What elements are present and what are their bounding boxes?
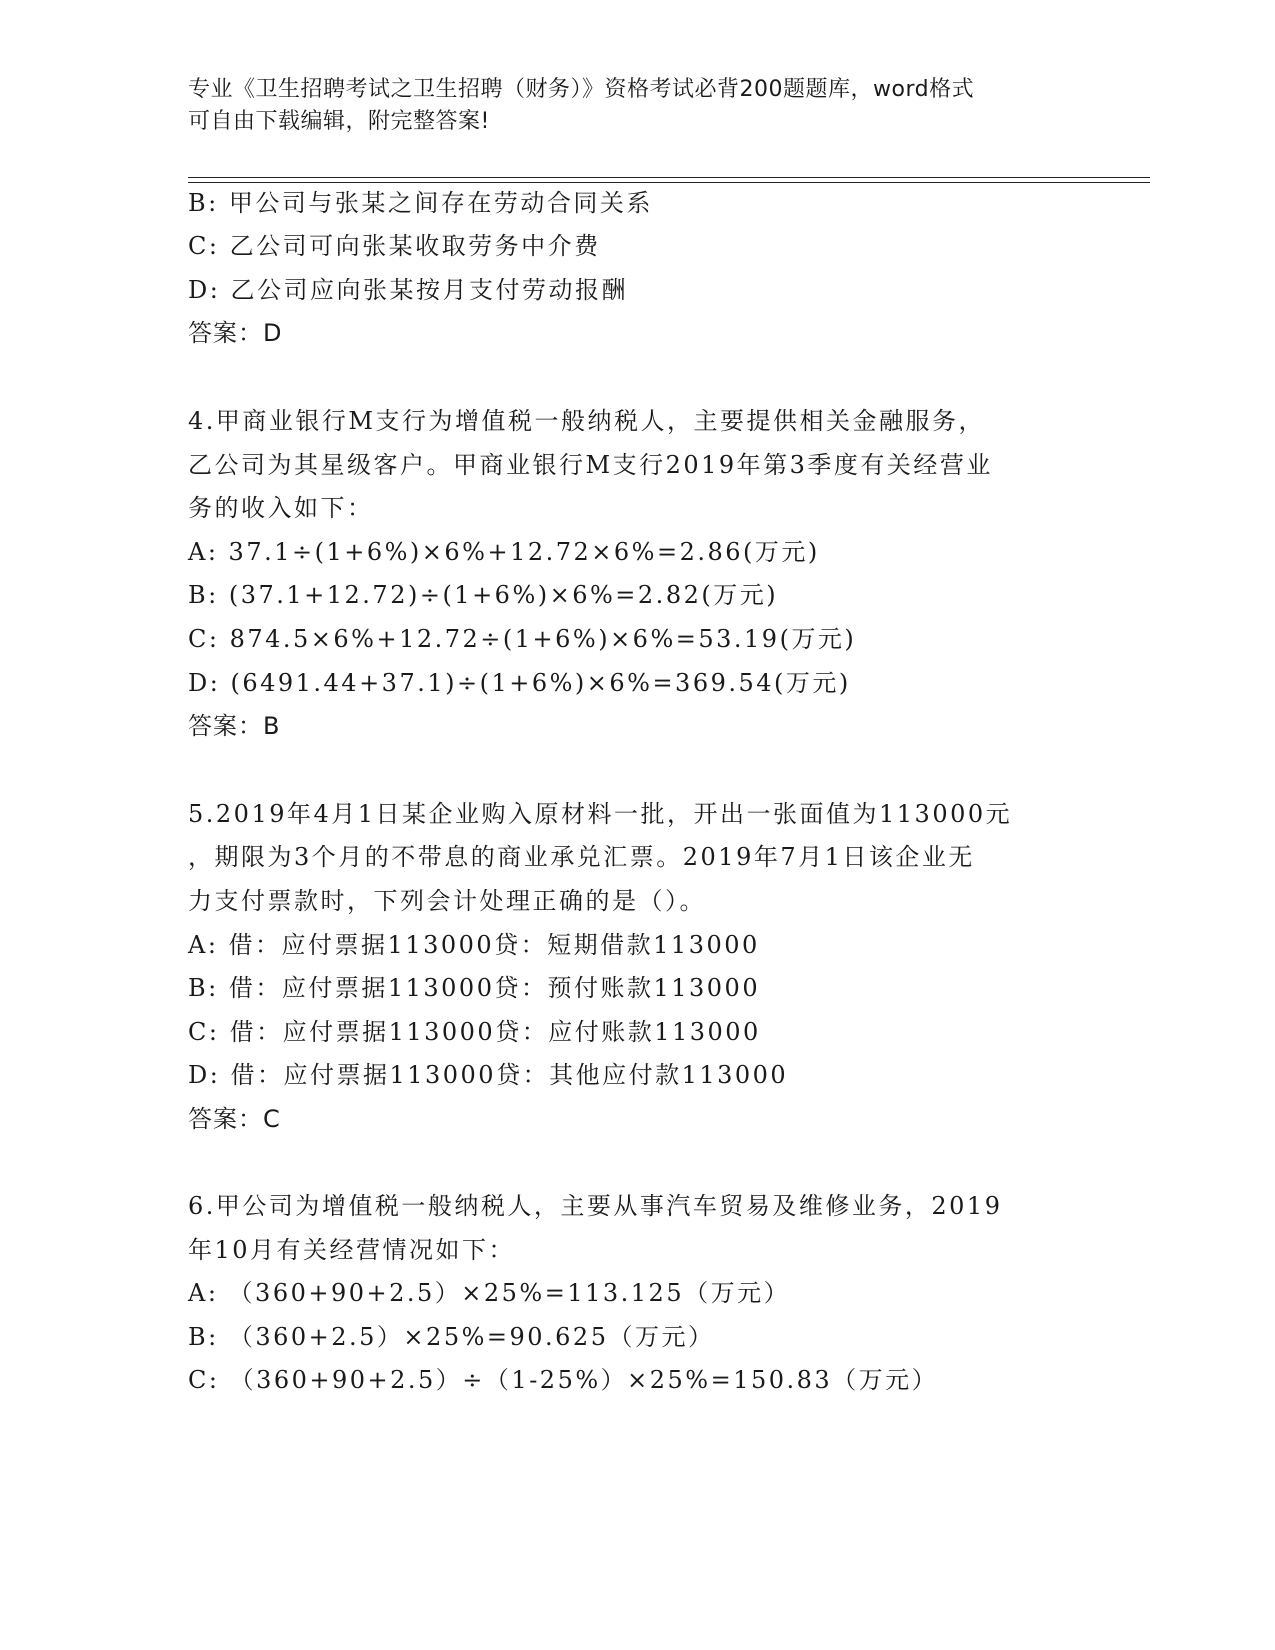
q4-option-c: C: 874.5×6%+12.72÷(1+6%)×6%=53.19(万元) [188, 625, 857, 653]
q3-option-d: D: 乙公司应向张某按月支付劳动报酬 [188, 276, 628, 304]
q4-stem-line-3: 务的收入如下： [188, 494, 374, 522]
q6-option-b: B: （360+2.5）×25%=90.625（万元） [188, 1323, 715, 1351]
q4-stem-line-1: 4.甲商业银行M支行为增值税一般纳税人，主要提供相关金融服务， [188, 407, 985, 435]
q5-option-c: C: 借：应付票据113000贷：应付账款113000 [188, 1018, 761, 1046]
q5-option-a: A: 借：应付票据113000贷：短期借款113000 [188, 931, 760, 959]
q6-option-a: A: （360+90+2.5）×25%=113.125（万元） [188, 1279, 791, 1307]
q4-option-b: B: (37.1+12.72)÷(1+6%)×6%=2.82(万元) [188, 581, 779, 609]
q4-answer: 答案：B [188, 712, 281, 740]
header-divider-thick [188, 182, 1150, 183]
q6-option-c: C: （360+90+2.5）÷（1-25%）×25%=150.83（万元） [188, 1366, 939, 1394]
q4-stem-line-2: 乙公司为其星级客户。甲商业银行M支行2019年第3季度有关经营业 [188, 451, 993, 479]
header-divider-thin [188, 177, 1150, 178]
q5-answer: 答案：C [188, 1105, 281, 1133]
q6-stem-line-1: 6.甲公司为增值税一般纳税人，主要从事汽车贸易及维修业务，2019 [188, 1192, 1003, 1220]
q5-stem-line-2: ，期限为3个月的不带息的商业承兑汇票。2019年7月1日该企业无 [188, 843, 975, 871]
q3-answer: 答案：D [188, 319, 283, 347]
q5-stem-line-3: 力支付票款时，下列会计处理正确的是（）。 [188, 887, 706, 915]
q4-option-a: A: 37.1÷(1+6%)×6%+12.72×6%=2.86(万元) [188, 538, 820, 566]
q3-option-c: C: 乙公司可向张某收取劳务中介费 [188, 232, 601, 260]
header-line-2: 可自由下载编辑，附完整答案! [188, 109, 490, 134]
q6-stem-line-2: 年10月有关经营情况如下： [188, 1236, 516, 1264]
document-header [188, 74, 1068, 138]
q3-option-b: B: 甲公司与张某之间存在劳动合同关系 [188, 189, 653, 217]
q4-option-d: D: (6491.44+37.1)÷(1+6%)×6%=369.54(万元) [188, 669, 851, 697]
q5-option-d: D: 借：应付票据113000贷：其他应付款113000 [188, 1061, 789, 1089]
q5-stem-line-1: 5.2019年4月1日某企业购入原材料一批，开出一张面值为113000元 [188, 800, 1013, 828]
header-line-1: 专业《卫生招聘考试之卫生招聘（财务）》资格考试必背200题题库，word格式 [188, 77, 975, 102]
q5-option-b: B: 借：应付票据113000贷：预付账款113000 [188, 974, 761, 1002]
